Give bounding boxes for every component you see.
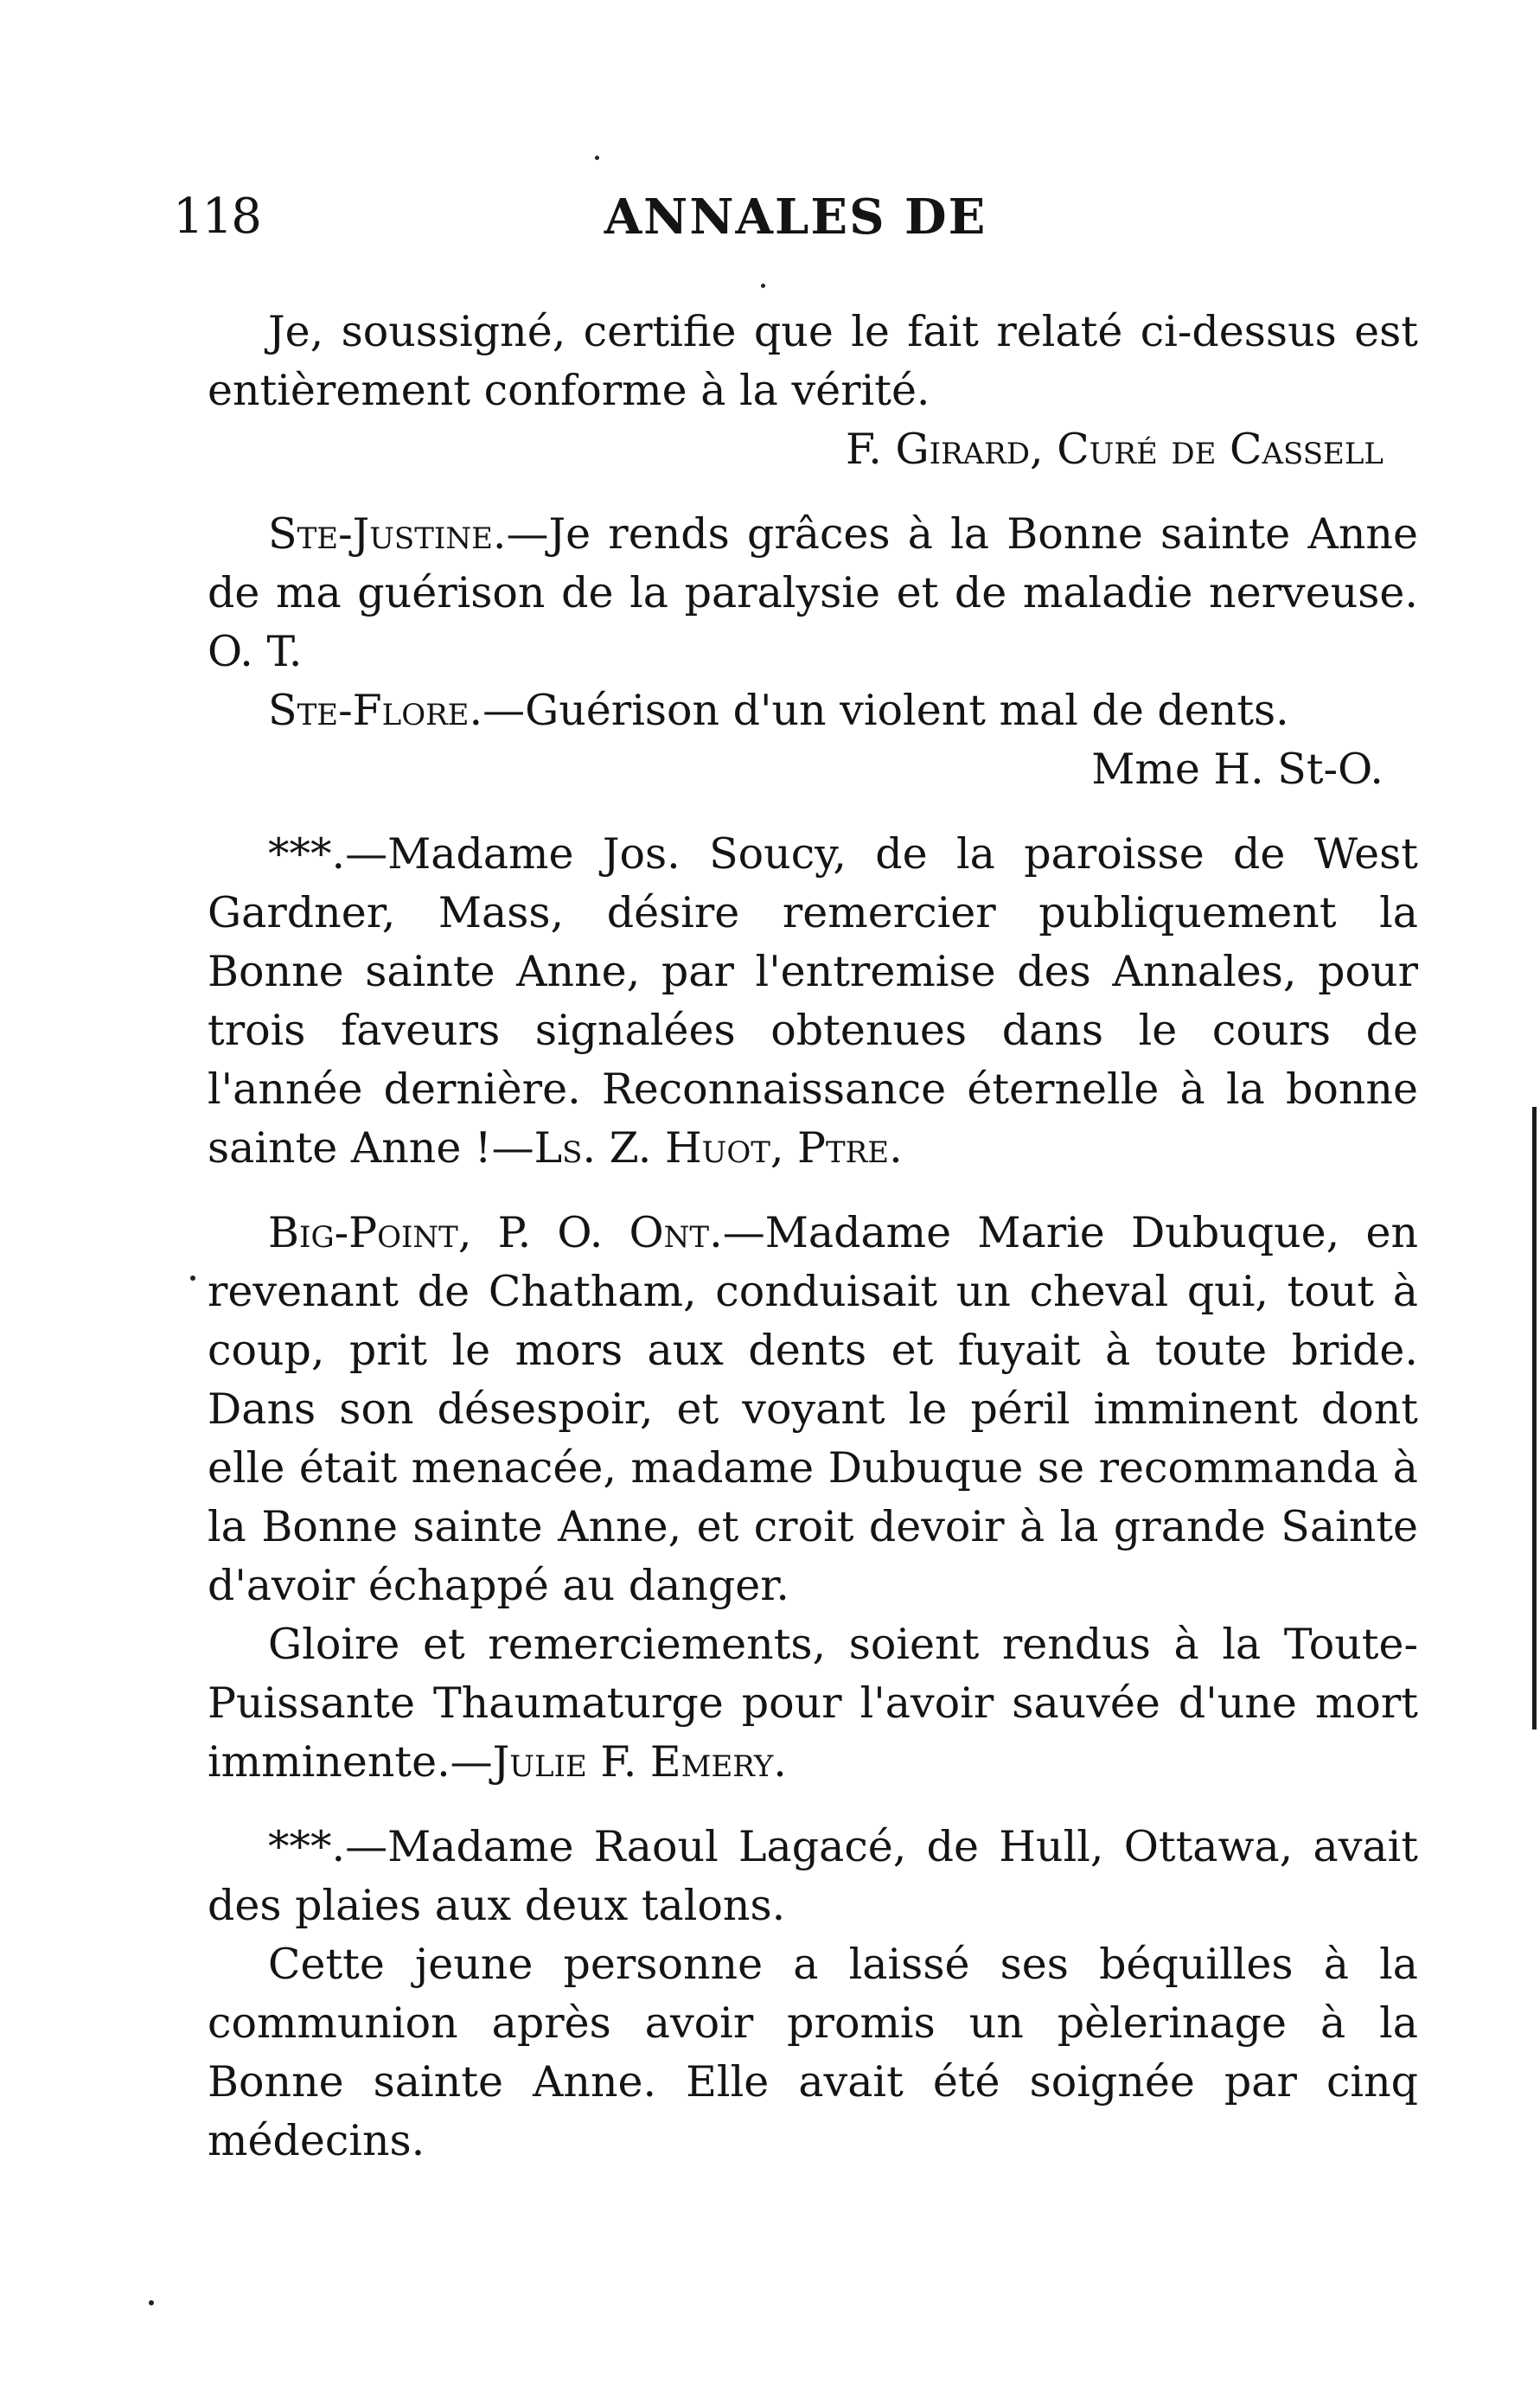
lagace-paragraph: ***.—Madame Raoul Lagacé, de Hull, Ottawa, avait des plaies aux deux talons. [208, 1822, 1418, 1930]
place-name: Ste-Flore. [268, 686, 483, 735]
ink-speck [595, 156, 599, 160]
place-name: Ste-Justine. [268, 509, 507, 559]
ink-speck [761, 284, 765, 288]
ink-speck [149, 2300, 154, 2305]
signature-text: F. Girard, Curé de Cassell [845, 425, 1383, 474]
big-point-paragraph [208, 1204, 1418, 1615]
signature-text: —Ls. Z. Huot, Ptre. [491, 1123, 903, 1173]
paragraph-text: —Je rends grâces à la Bonne sainte Anne de ma guérison de la paralysie et de maladie nerveuse. O. T. [208, 509, 1418, 676]
ink-speck [190, 1276, 195, 1281]
gloire-paragraph [208, 1615, 1418, 1792]
ste-flore-signature: Mme H. St-O. [1091, 745, 1383, 794]
page-number: 118 [173, 189, 260, 245]
certification-signature [208, 420, 1418, 479]
paragraph-text: Gloire et remerciements, soient rendus à la Toute-Puissante Thaumaturge pour l'avoir sauvée d'une mort imminente. [208, 1620, 1418, 1787]
ste-flore-paragraph [208, 681, 1418, 740]
ste-justine-paragraph [208, 505, 1418, 681]
page-body [208, 303, 1418, 2171]
place-name: Big-Point, P. O. Ont. [268, 1208, 723, 1257]
soucy-paragraph [208, 825, 1418, 1178]
paragraph-text: ***.—Madame Jos. Soucy, de la paroisse de West Gardner, Mass, désire remercier publiquement la Bonne sainte Anne, par l'entremise des Annales, pour trois faveurs signalées obtenues dans le cours de l'année dernière. Reconnaissance éternelle à la bonne sainte Anne ! [208, 829, 1418, 1173]
signature-text: —Julie F. Emery. [450, 1737, 787, 1787]
paragraph-text: —Madame Marie Dubuque, en revenant de Chatham, conduisait un cheval qui, tout à coup, prit le mors aux dents et fuyait à toute bride. Dans son désespoir, et voyant le péril imminent dont elle était menacée, madame Dubuque se recommanda à la Bonne sainte Anne, et croit devoir à la grande Sainte d'avoir échappé au danger. [208, 1208, 1418, 1610]
certification-paragraph: Je, soussigné, certifie que le fait relaté ci-dessus est entièrement conforme à la vérité. [208, 307, 1418, 415]
running-title: ANNALES DE [604, 189, 987, 246]
page-header [173, 189, 1418, 258]
page-edge-shadow [1532, 1107, 1537, 1729]
paragraph-text: —Guérison d'un violent mal de dents. [482, 686, 1289, 735]
crutches-paragraph: Cette jeune personne a laissé ses béquilles à la communion après avoir promis un pèlerinage à la Bonne sainte Anne. Elle avait été soignée par cinq médecins. [208, 1940, 1418, 2165]
